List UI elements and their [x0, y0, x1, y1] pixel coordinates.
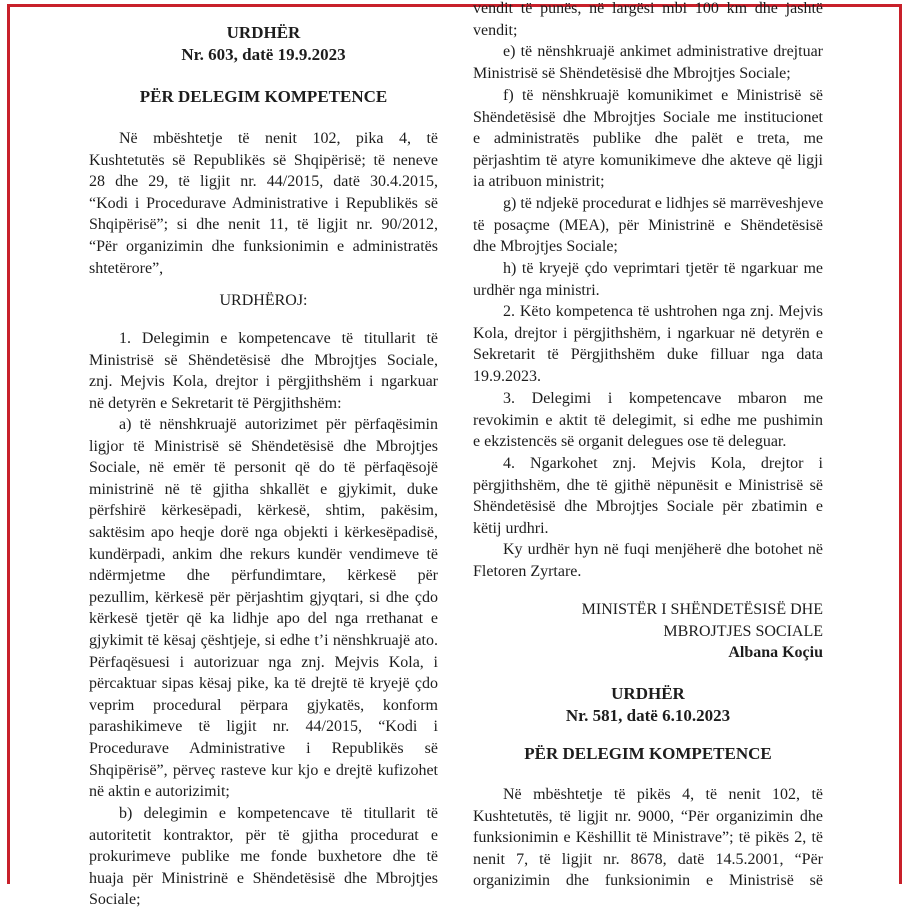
item2-line: Kola, drejtor i përgjithshëm, i ngarkuar në detyrën e [473, 324, 823, 342]
item-e [473, 41, 823, 84]
order1-number: Nr. 603, datë 19.9.2023 [181, 44, 346, 64]
item-e-line: e) të nënshkruajë ankimet administrative drejtuar [503, 43, 823, 60]
item-g-line: dhe Mbrojtjes Sociale; [473, 238, 618, 256]
item-f-line: përjashtim të atyre komunikimeve dhe akteve që ligji [473, 151, 823, 169]
order1-header [89, 22, 438, 65]
item-h-line: h) të kryejë çdo veprimtari tjetër të ngarkuar me [503, 260, 823, 277]
item-a-line: ligjor të Ministrisë së Shëndetësisë dhe Mbrojtjes [89, 437, 438, 455]
item-f-line: f) të nënshkruajë komunikimet e Ministrisë së [503, 87, 823, 104]
item-f-line: e administratës publike dhe palët e treta, me [473, 130, 823, 148]
preamble-line: Shqipërisë”; si dhe nenit 11, të ligjit nr. 90/2012, [89, 216, 438, 234]
item-1 [89, 328, 438, 414]
item4-line: përgjithshëm, dhe të gjithë nëpunësit e Ministrisë së [473, 476, 823, 494]
item-a-line: kërkesë tjetër që ka lidhje apo del nga rrethanat e [89, 610, 438, 628]
item-b-line: prokurimeve publike me fonde buxhetore dhe të [89, 848, 438, 866]
item-4 [473, 453, 823, 539]
item-a-line: Procedurave Administrative i Republikës së [89, 739, 438, 757]
item-a-line: në aktin e autorizimit; [89, 783, 230, 801]
order-word: URDHËROJ: [219, 292, 308, 309]
order1-heading: PËR DELEGIM KOMPETENCE [139, 87, 388, 106]
item-a-line: Sociale, në emër të personit që do të përfaqësojë [89, 459, 438, 477]
item-b-line: b) delegimin e kompetencave të titullarit të [119, 805, 438, 822]
item-a-line: parashikimeve të ligjit nr. 44/2015, “Kodi i [89, 718, 438, 736]
order1-title: URDHËR [226, 23, 301, 42]
item-a-line: saktësim apo heqje dorë nga objekti i kërkesëpadisë, [89, 523, 438, 541]
closing [473, 539, 823, 582]
order2-preamble-line: organizimin dhe funksionimin e Ministrisë së [473, 872, 823, 890]
item3-line: 3. Delegimi i kompetencave mbaron me [503, 390, 823, 407]
item3-line: revokimin e aktit të delegimit, si edhe me pushimin [473, 411, 823, 429]
item3-line: e ekzistencës së organit delegues ose të deleguar. [473, 433, 787, 451]
item-h [473, 258, 823, 301]
item-a-line: ministrinë në të gjitha shkallët e gjykimit, duke [89, 480, 438, 498]
item-e-line: Ministrisë së Shëndetësisë dhe Mbrojtjes Sociale; [473, 64, 791, 82]
item-b-line: huaja për Ministrinë e Shëndetësisë dhe Mbrojtjes [89, 869, 438, 887]
item-f-line: Shëndetësisë dhe Mbrojtjes Sociale me institucionet [473, 108, 823, 126]
item-a-line: përfshirë kërkesëpadi, kërkesë, shtim, pakësim, [89, 502, 438, 520]
closing-line: Fletoren Zyrtare. [473, 562, 582, 580]
signature-title: MBROJTJES SOCIALE [663, 622, 823, 640]
signature-title: MINISTËR I SHËNDETËSISË DHE [581, 601, 823, 618]
item2-line: 2. Këto kompetenca të ushtrohen nga znj. Mejvis [503, 303, 823, 320]
item-b [89, 803, 438, 911]
item-a-line: a) të nënshkruajë autorizimet për përfaqësimin [119, 416, 438, 433]
preamble-line: shtetërore”, [89, 259, 164, 277]
continuation-line: vendit; [473, 21, 518, 39]
item1-line: znj. Mejvis Kola, drejtor i përgjithshëm i ngarkuar [89, 373, 438, 391]
order2-number: Nr. 581, datë 6.10.2023 [565, 705, 731, 725]
item-2 [473, 301, 823, 387]
order2-preamble-line: funksionimin e Këshillit të Ministrave”; të pikës 2, të [473, 829, 823, 847]
item4-line: këtij urdhri. [473, 519, 549, 537]
item-g-line: të posaçme (MEA), për Ministrinë e Shëndetësisë [473, 216, 823, 234]
item4-line: 4. Ngarkohet znj. Mejvis Kola, drejtor i [503, 455, 823, 472]
preamble-line: “Për organizimin dhe funksionimin e administratës [89, 237, 438, 255]
order1-preamble [89, 128, 438, 279]
item-a-line: pezullim, kërkesë për përjashtim gjyqtari, si dhe çdo [89, 588, 438, 606]
item-a-line: veprim procedural përpara gjykatës, konform [89, 696, 438, 714]
item-f-line: ia atribuon ministrit; [473, 173, 605, 191]
signature-block [473, 599, 823, 664]
continuation-line: vendit të punës, në largësi mbi 100 km dhe jashtë [473, 0, 823, 17]
order2-preamble-line: Kushtetutës, të ligjit nr. 9000, “Për organizimin dhe [473, 807, 823, 825]
item-a-line: Përfaqësuesi i autorizuar nga znj. Mejvis Kola, i [89, 653, 438, 671]
item-f [473, 85, 823, 193]
item-g-line: g) të ndjekë procedurat e lidhjes së marrëveshjeve [503, 195, 824, 212]
item-b-line: autoritetit kontraktor, për të gjitha procedurat e [89, 826, 438, 844]
item1-line: Ministrisë së Shëndetësisë dhe Mbrojtjes Sociale, [89, 351, 438, 369]
closing-line: Ky urdhër hyn në fuqi menjëherë dhe botohet në [503, 541, 823, 558]
signature-name: Albana Koçiu [728, 644, 823, 662]
item-a [89, 414, 438, 803]
preamble-line: Në mbështetje të nenit 102, pika 4, të [119, 130, 438, 147]
continuation [473, 0, 823, 41]
item2-line: Sekretarit të Përgjithshëm duke filluar nga data [473, 346, 823, 364]
item2-line: 19.9.2023. [473, 367, 541, 385]
item1-line: 1. Delegimin e kompetencave të titullarit të [119, 330, 438, 347]
item1-line: në detyrën e Sekretarit të Përgjithshëm: [89, 394, 342, 412]
item-a-line: ndërmjetme dhe përfundimtare, kërkesë për [89, 567, 438, 585]
preamble-line: Kushtetutës së Republikës së Shqipërisë; të neneve [89, 151, 438, 169]
item-a-line: kundërpadi, ankim dhe rekurs kundër vendimeve të [89, 545, 438, 563]
item-b-line: Sociale; [89, 891, 141, 909]
order2-title: URDHËR [611, 684, 685, 703]
order2-preamble [473, 784, 823, 892]
item-g [473, 193, 823, 258]
item-a-line: gjykimit të kësaj çështjeje, si edhe t’i nënshkruajë ato. [89, 631, 438, 649]
item4-line: Shëndetësisë dhe Mbrojtjes Sociale për zbatimin e [473, 498, 823, 516]
preamble-line: 28 dhe 29, të ligjit nr. 44/2015, datë 30.4.2015, [89, 173, 438, 191]
item-a-line: Shqipërisë”, përveç rasteve kur kjo e drejtë kufizohet [89, 761, 438, 779]
order2-header [473, 683, 823, 726]
item-3 [473, 388, 823, 453]
preamble-line: “Kodi i Procedurave Administrative i Republikës së [89, 194, 438, 212]
order2-heading: PËR DELEGIM KOMPETENCE [524, 744, 772, 763]
item-a-line: përcaktuar sipas kësaj pike, ka të drejtë të kryejë çdo [89, 675, 438, 693]
order2-preamble-line: nenit 7, të ligjit nr. 8678, datë 14.5.2001, “Për [473, 850, 823, 868]
item-h-line: urdhër nga ministri. [473, 281, 600, 299]
order2-preamble-line: Në mbështetje të pikës 4, të nenit 102, të [503, 786, 823, 803]
